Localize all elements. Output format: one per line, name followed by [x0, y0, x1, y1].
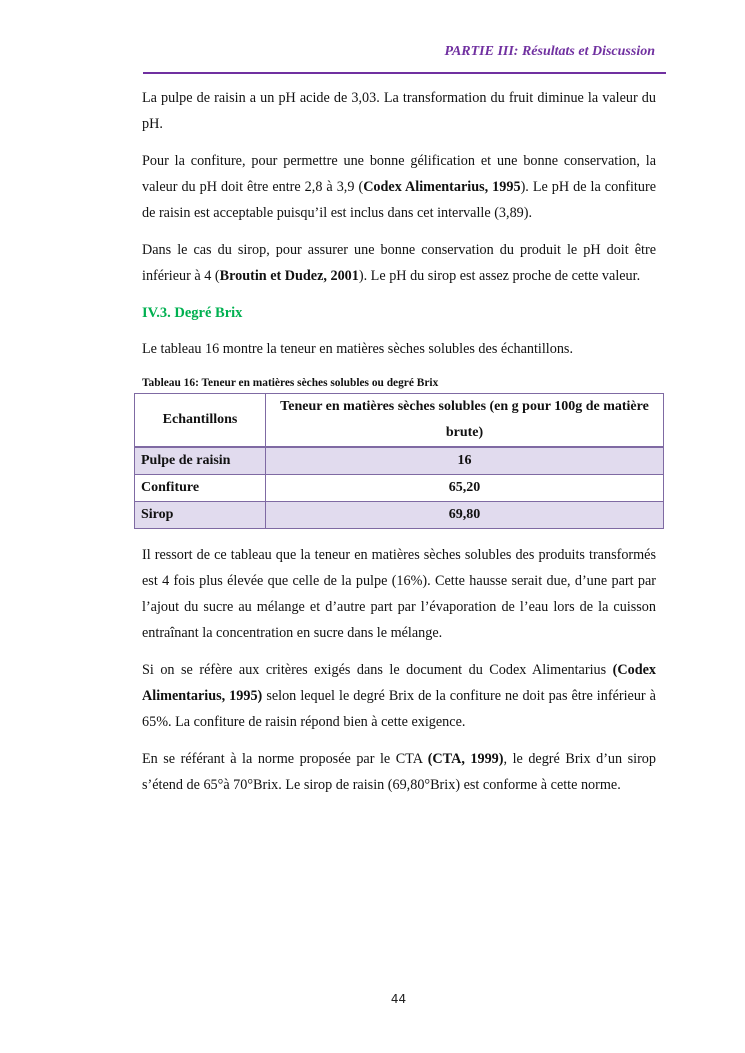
paragraph-text: En se référant à la norme proposée par le CTA — [142, 751, 428, 767]
paragraph-discussion: Il ressort de ce tableau que la teneur en matières sèches solubles des produits transformés est 4 fois plus élevée que celle de la pulpe (16%). Cette hausse serait due, d’une part par l’ajout du sucre au mélange et d’autre part par l’évaporation de l’eau lors de la cuisson entraînant la concentration en sucre dans le mélange. — [142, 547, 656, 641]
table-row — [135, 447, 664, 475]
paragraph-intro: Le tableau 16 montre la teneur en matières sèches solubles des échantillons. — [142, 341, 573, 357]
paragraph-ph-jam — [142, 148, 656, 226]
paragraph-text: Pour la confiture, pour permettre une bonne gélification et une bonne conservation, la valeur du pH doit être entre 2,8 à 3,9 ( — [142, 153, 656, 195]
header-divider — [143, 72, 666, 74]
paragraph-ph-syrup — [142, 237, 656, 289]
paragraph-text: Dans le cas du sirop, pour assurer une bonne conservation du produit le pH doit être inférieur à 4 ( — [142, 242, 656, 284]
sample-name: Sirop — [135, 502, 266, 529]
sample-name: Confiture — [135, 475, 266, 502]
page-content — [142, 85, 656, 809]
header-soluble-solids: Teneur en matières sèches solubles (en g pour 100g de matière brute) — [266, 394, 664, 448]
citation-cta: (CTA, 1999) — [427, 751, 504, 767]
citation-broutin: Broutin et Dudez, 2001 — [219, 268, 359, 284]
section-title: IV.3. Degré Brix — [142, 305, 243, 321]
sample-value: 16 — [266, 447, 664, 475]
paragraph-text: , le degré Brix d’un sirop s’étend de 65°à 70°Brix. Le sirop de raisin (69,80°Brix) est conforme à cette norme. — [142, 751, 656, 793]
paragraph-text: selon lequel le degré Brix de la confiture ne doit pas être inférieur à 65%. La confiture de raisin répond bien à cette exigence. — [142, 688, 656, 730]
sample-value: 65,20 — [266, 475, 664, 502]
paragraph-ph-pulp: La pulpe de raisin a un pH acide de 3,03. La transformation du fruit diminue la valeur du pH. — [142, 90, 656, 132]
sample-name: Pulpe de raisin — [135, 447, 266, 475]
brix-table — [134, 393, 664, 529]
paragraph-text: ). Le pH du sirop est assez proche de cette valeur. — [358, 268, 641, 284]
page-number: 44 — [390, 992, 407, 1006]
table-row — [135, 475, 664, 502]
sample-value: 69,80 — [266, 502, 664, 529]
table-caption: Tableau 16: Teneur en matières sèches solubles ou degré Brix — [142, 377, 439, 389]
paragraph-cta-norm — [142, 746, 656, 798]
table-header-row — [135, 394, 664, 448]
paragraph-codex-criteria — [142, 657, 656, 735]
paragraph-text: Si on se réfère aux critères exigés dans le document du Codex Alimentarius — [142, 662, 613, 678]
paragraph-text: ). Le pH de la confiture de raisin est acceptable puisqu’il est inclus dans cet intervalle (3,89). — [142, 179, 656, 221]
running-header: PARTIE III: Résultats et Discussion — [444, 44, 655, 59]
table-row — [135, 502, 664, 529]
header-samples: Echantillons — [135, 394, 266, 448]
citation-codex: Codex Alimentarius, 1995 — [363, 179, 521, 195]
citation-codex: (Codex Alimentarius, 1995) — [142, 662, 656, 704]
